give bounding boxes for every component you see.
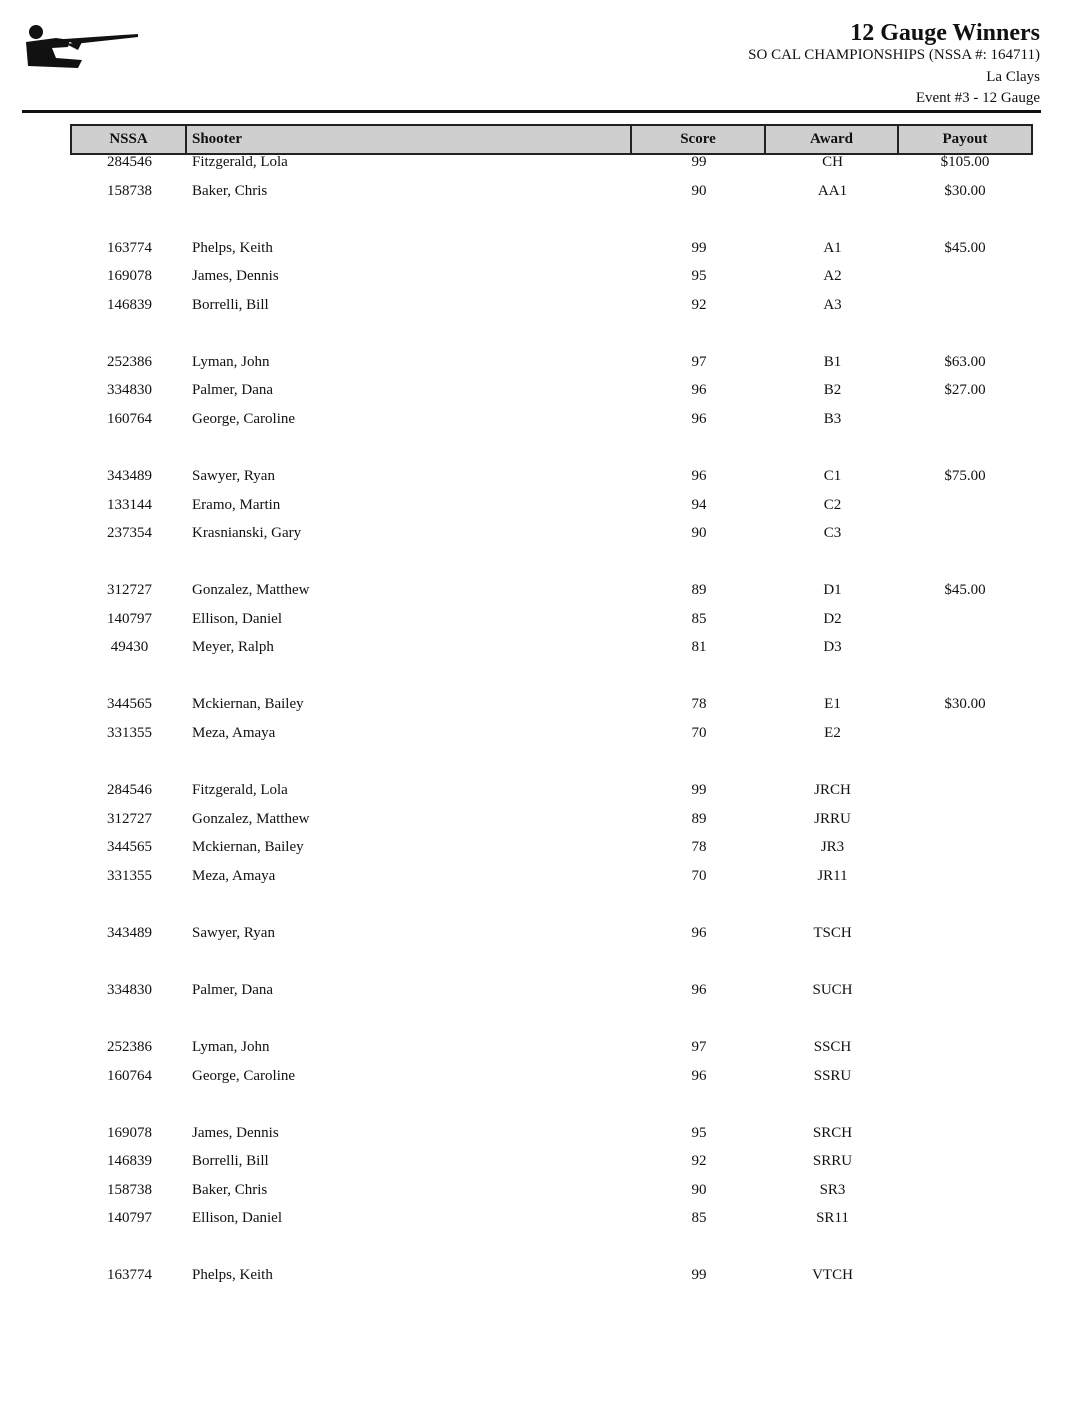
cell-payout	[899, 521, 1031, 550]
cell-shooter: Eramo, Martin	[192, 496, 281, 513]
cell-score: 96	[691, 382, 707, 399]
event-name: SO CAL CHAMPIONSHIPS (NSSA #: 164711)	[748, 47, 1040, 63]
cell-nssa: 334830	[107, 382, 152, 399]
cell-score: 96	[691, 924, 707, 941]
group-spacer	[72, 1235, 1031, 1264]
cell-shooter: Baker, Chris	[192, 1181, 268, 1198]
table-row	[72, 1064, 1031, 1093]
table-row	[72, 1149, 1031, 1178]
cell-score: 90	[691, 182, 707, 199]
cell-shooter: George, Caroline	[192, 410, 296, 427]
cell-nssa: 331355	[107, 724, 152, 741]
cell-payout	[899, 1263, 1031, 1292]
cell-nssa: 312727	[107, 810, 152, 827]
table-row	[72, 493, 1031, 522]
group-spacer	[72, 664, 1031, 693]
shooter-with-shotgun-icon	[22, 20, 140, 70]
cell-shooter: Borrelli, Bill	[192, 1153, 269, 1170]
table-row	[72, 1035, 1031, 1064]
report-title: 12 Gauge Winners	[850, 20, 1040, 46]
cell-score: 70	[691, 867, 707, 884]
cell-score: 96	[691, 410, 707, 427]
cell-score: 95	[691, 1124, 707, 1141]
cell-nssa: 334830	[107, 981, 152, 998]
cell-award: C1	[823, 468, 842, 485]
cell-award: SR11	[816, 1210, 849, 1227]
cell-score: 99	[691, 1267, 707, 1284]
cell-shooter: Gonzalez, Matthew	[192, 582, 310, 599]
cell-shooter: Ellison, Daniel	[192, 610, 282, 627]
cell-payout	[899, 807, 1031, 836]
cell-nssa: 158738	[107, 1181, 152, 1198]
cell-shooter: Ellison, Daniel	[192, 1210, 282, 1227]
table-row	[72, 1263, 1031, 1292]
cell-payout: $27.00	[944, 382, 986, 399]
cell-nssa: 160764	[107, 1067, 152, 1084]
table-row	[72, 1206, 1031, 1235]
table-row	[72, 864, 1031, 893]
table-row	[72, 521, 1031, 550]
column-header-score: Score	[632, 126, 766, 153]
cell-score: 81	[691, 639, 707, 656]
group-spacer	[72, 1092, 1031, 1121]
cell-award: C2	[823, 496, 842, 513]
cell-nssa: 312727	[107, 582, 152, 599]
table-row	[72, 721, 1031, 750]
table-row	[72, 778, 1031, 807]
cell-payout	[899, 864, 1031, 893]
cell-payout: $45.00	[944, 239, 986, 256]
cell-shooter: Sawyer, Ryan	[192, 924, 275, 941]
cell-score: 92	[691, 1153, 707, 1170]
cell-payout: $63.00	[944, 353, 986, 370]
cell-shooter: Mckiernan, Bailey	[192, 696, 304, 713]
cell-payout: $30.00	[944, 182, 986, 199]
table-row	[72, 464, 1031, 493]
cell-award: A2	[823, 268, 842, 285]
table-row	[72, 179, 1031, 208]
table-row	[72, 236, 1031, 265]
cell-award: E1	[824, 696, 841, 713]
cell-shooter: Lyman, John	[192, 1038, 270, 1055]
table-row	[72, 407, 1031, 436]
cell-score: 99	[691, 154, 707, 170]
cell-payout	[899, 493, 1031, 522]
table-row	[72, 635, 1031, 664]
column-header-shooter: Shooter	[187, 126, 632, 153]
winners-table-body	[72, 150, 1031, 1292]
cell-score: 85	[691, 610, 707, 627]
table-row	[72, 1178, 1031, 1207]
cell-award: SR3	[819, 1181, 846, 1198]
cell-award: B1	[823, 353, 842, 370]
cell-payout	[899, 264, 1031, 293]
cell-payout	[899, 778, 1031, 807]
cell-nssa: 160764	[107, 410, 152, 427]
group-spacer	[72, 550, 1031, 579]
cell-payout	[899, 1064, 1031, 1093]
cell-payout	[899, 607, 1031, 636]
cell-nssa: 133144	[107, 496, 152, 513]
table-row	[72, 150, 1031, 179]
cell-award: JRRU	[814, 810, 851, 827]
cell-nssa: 252386	[107, 1038, 152, 1055]
cell-award: A3	[823, 296, 842, 313]
event-label: Event #3 - 12 Gauge	[915, 90, 1040, 106]
table-row	[72, 921, 1031, 950]
cell-shooter: James, Dennis	[192, 268, 279, 285]
cell-score: 96	[691, 1067, 707, 1084]
cell-payout	[899, 1206, 1031, 1235]
cell-score: 85	[691, 1210, 707, 1227]
cell-score: 89	[691, 810, 707, 827]
cell-score: 78	[691, 696, 707, 713]
cell-award: D1	[823, 582, 842, 599]
cell-shooter: Phelps, Keith	[192, 1267, 273, 1284]
cell-award: SRCH	[812, 1124, 853, 1141]
cell-nssa: 343489	[107, 924, 152, 941]
cell-award: CH	[822, 154, 843, 170]
cell-nssa: 49430	[110, 639, 149, 656]
cell-payout	[899, 835, 1031, 864]
group-spacer	[72, 749, 1031, 778]
table-row	[72, 807, 1031, 836]
cell-award: VTCH	[812, 1267, 853, 1284]
cell-award: JR11	[817, 867, 848, 884]
cell-nssa: 146839	[107, 296, 152, 313]
cell-shooter: Phelps, Keith	[192, 239, 273, 256]
cell-score: 78	[691, 839, 707, 856]
cell-payout	[899, 407, 1031, 436]
cell-shooter: Fitzgerald, Lola	[192, 782, 288, 799]
cell-nssa: 331355	[107, 867, 152, 884]
table-row	[72, 378, 1031, 407]
cell-nssa: 284546	[107, 782, 152, 799]
cell-shooter: Palmer, Dana	[192, 382, 274, 399]
cell-score: 90	[691, 525, 707, 542]
cell-payout: $30.00	[944, 696, 986, 713]
cell-nssa: 140797	[107, 1210, 152, 1227]
cell-shooter: Fitzgerald, Lola	[192, 154, 288, 170]
table-row	[72, 350, 1031, 379]
cell-award: A1	[823, 239, 842, 256]
table-row	[72, 835, 1031, 864]
cell-score: 99	[691, 782, 707, 799]
cell-shooter: Borrelli, Bill	[192, 296, 269, 313]
cell-award: TSCH	[813, 924, 852, 941]
table-row	[72, 692, 1031, 721]
cell-shooter: Gonzalez, Matthew	[192, 810, 310, 827]
cell-score: 96	[691, 981, 707, 998]
cell-nssa: 344565	[107, 696, 152, 713]
cell-payout	[899, 635, 1031, 664]
cell-nssa: 163774	[107, 1267, 152, 1284]
cell-award: D3	[823, 639, 842, 656]
cell-shooter: Baker, Chris	[192, 182, 268, 199]
cell-shooter: Meza, Amaya	[192, 724, 276, 741]
cell-payout	[899, 921, 1031, 950]
cell-payout: $75.00	[944, 468, 986, 485]
cell-score: 92	[691, 296, 707, 313]
cell-award: B2	[823, 382, 842, 399]
group-spacer	[72, 207, 1031, 236]
cell-nssa: 252386	[107, 353, 152, 370]
cell-score: 89	[691, 582, 707, 599]
cell-score: 99	[691, 239, 707, 256]
cell-shooter: Krasnianski, Gary	[192, 525, 302, 542]
cell-award: SSRU	[813, 1067, 852, 1084]
table-row	[72, 264, 1031, 293]
cell-shooter: George, Caroline	[192, 1067, 296, 1084]
header-divider	[22, 110, 1041, 113]
cell-nssa: 284546	[107, 154, 152, 170]
cell-payout	[899, 1149, 1031, 1178]
table-row	[72, 978, 1031, 1007]
column-header-nssa: NSSA	[72, 126, 187, 153]
group-spacer	[72, 435, 1031, 464]
column-header-award: Award	[766, 126, 899, 153]
cell-award: JRCH	[814, 782, 851, 799]
cell-shooter: James, Dennis	[192, 1124, 279, 1141]
group-spacer	[72, 892, 1031, 921]
cell-nssa: 140797	[107, 610, 152, 627]
cell-nssa: 169078	[107, 268, 152, 285]
group-spacer	[72, 1006, 1031, 1035]
cell-shooter: Lyman, John	[192, 353, 270, 370]
cell-nssa: 343489	[107, 468, 152, 485]
cell-payout: $45.00	[944, 582, 986, 599]
cell-score: 97	[691, 353, 707, 370]
cell-shooter: Sawyer, Ryan	[192, 468, 275, 485]
group-spacer	[72, 321, 1031, 350]
cell-score: 70	[691, 724, 707, 741]
cell-award: SSCH	[813, 1038, 852, 1055]
cell-payout	[899, 1178, 1031, 1207]
cell-award: AA1	[817, 182, 848, 199]
cell-payout: $105.00	[940, 154, 990, 170]
column-header-payout: Payout	[942, 131, 988, 147]
cell-award: SRRU	[812, 1153, 853, 1170]
cell-score: 94	[691, 496, 707, 513]
cell-payout	[899, 293, 1031, 322]
table-row	[72, 578, 1031, 607]
cell-nssa: 237354	[107, 525, 152, 542]
cell-shooter: Meza, Amaya	[192, 867, 276, 884]
table-row	[72, 1121, 1031, 1150]
cell-shooter: Palmer, Dana	[192, 981, 274, 998]
group-spacer	[72, 949, 1031, 978]
cell-award: E2	[824, 724, 841, 741]
cell-award: JR3	[820, 839, 845, 856]
cell-award: B3	[823, 410, 842, 427]
cell-nssa: 158738	[107, 182, 152, 199]
cell-award: SUCH	[812, 981, 853, 998]
cell-nssa: 344565	[107, 839, 152, 856]
table-row	[72, 293, 1031, 322]
cell-score: 97	[691, 1038, 707, 1055]
cell-payout	[899, 721, 1031, 750]
cell-shooter: Meyer, Ralph	[192, 639, 274, 656]
cell-score: 95	[691, 268, 707, 285]
cell-nssa: 146839	[107, 1153, 152, 1170]
cell-shooter: Mckiernan, Bailey	[192, 839, 304, 856]
cell-score: 90	[691, 1181, 707, 1198]
table-row	[72, 607, 1031, 636]
cell-payout	[899, 1121, 1031, 1150]
cell-award: D2	[823, 610, 842, 627]
cell-award: C3	[823, 525, 842, 542]
cell-nssa: 163774	[107, 239, 152, 256]
cell-payout	[899, 978, 1031, 1007]
cell-nssa: 169078	[107, 1124, 152, 1141]
cell-payout	[899, 1035, 1031, 1064]
club-name: La Clays	[986, 69, 1040, 85]
cell-score: 96	[691, 468, 707, 485]
